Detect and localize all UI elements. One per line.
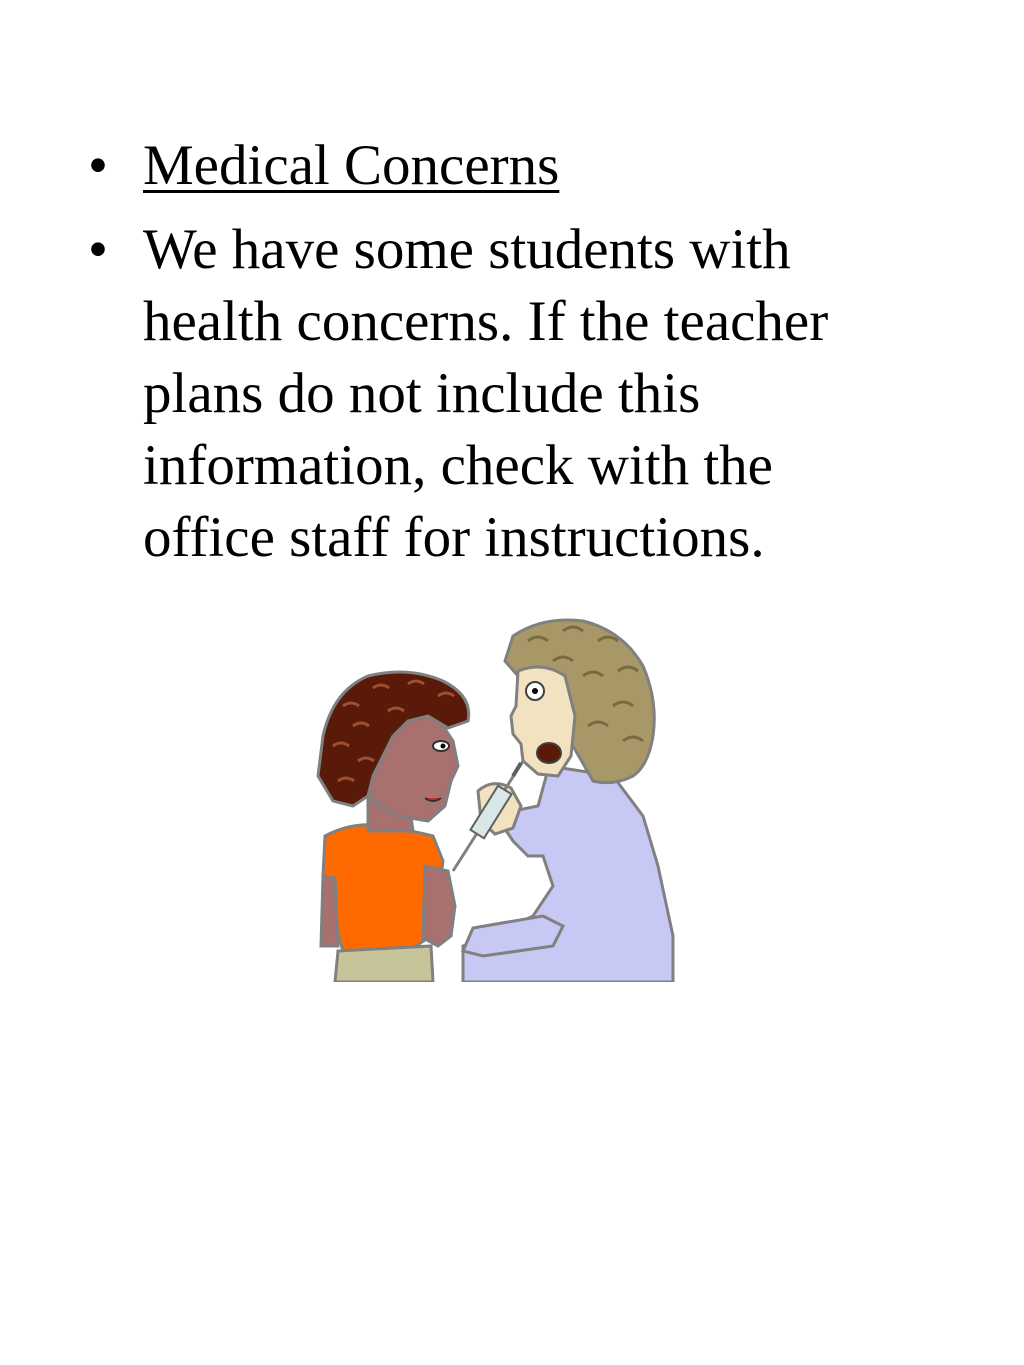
nurse-pupil — [532, 688, 538, 694]
student-arm — [423, 866, 455, 946]
slide-heading: Medical Concerns — [143, 134, 560, 197]
bullet-marker: • — [88, 218, 108, 281]
student-pupil — [441, 744, 446, 749]
bullet-heading — [88, 130, 968, 202]
slide-body-text: We have some students with health concerns. If the teacher plans do not include this information, check with the office staff for instructions. — [143, 218, 829, 569]
student-left-arm — [321, 876, 338, 946]
bullet-marker: • — [88, 134, 108, 197]
bullet-list — [88, 130, 968, 586]
student-mouth — [425, 798, 441, 801]
nurse-mouth — [537, 743, 561, 763]
bullet-body — [88, 214, 968, 574]
student-pants — [335, 946, 433, 982]
nurse-injection-illustration — [313, 616, 677, 982]
